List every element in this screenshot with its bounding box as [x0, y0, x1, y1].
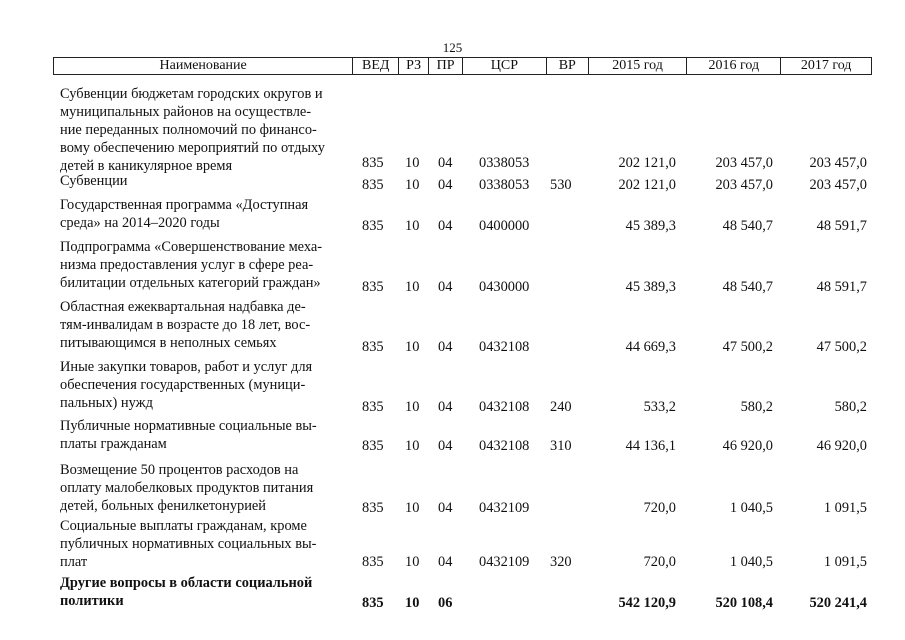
table-body — [0, 85, 905, 612]
row-ved: 835 — [362, 339, 384, 355]
row-ved: 835 — [362, 177, 384, 193]
row-ved: 835 — [362, 438, 384, 454]
row-2016: 580,2 — [740, 399, 773, 415]
table-row — [0, 172, 905, 194]
row-2015: 45 389,3 — [625, 218, 676, 234]
header-2015: 2015 год — [589, 58, 688, 74]
table-header — [53, 57, 872, 75]
row-ved: 835 — [362, 554, 384, 570]
header-csr: ЦСР — [463, 58, 547, 74]
row-rz: 10 — [405, 279, 420, 295]
row-rz: 10 — [405, 554, 420, 570]
table-row-section-total — [0, 574, 905, 612]
row-vr: 240 — [550, 399, 572, 415]
row-csr: 0338053 — [479, 177, 530, 193]
row-2017: 580,2 — [834, 399, 867, 415]
row-csr: 0400000 — [479, 218, 530, 234]
row-2017: 203 457,0 — [809, 177, 867, 193]
row-name: Субвенции бюджетам городских округов и муниципальных районов на осуществле- ние переданных полномочий по финансо- вому обеспечению мероприятий по отдыху детей в каникулярное время — [60, 86, 325, 174]
row-2017: 47 500,2 — [816, 339, 867, 355]
row-vr: 310 — [550, 438, 572, 454]
row-2015: 542 120,9 — [618, 595, 676, 611]
row-2015: 44 136,1 — [625, 438, 676, 454]
row-2017: 48 591,7 — [816, 218, 867, 234]
row-ved: 835 — [362, 399, 384, 415]
row-name: Областная ежеквартальная надбавка де- тям-инвалидам в возрасте до 18 лет, вос- питывающимся в неполных семьях — [60, 299, 311, 351]
row-2016: 203 457,0 — [715, 155, 773, 171]
row-ved: 835 — [362, 155, 384, 171]
row-rz: 10 — [405, 438, 420, 454]
row-csr: 0432109 — [479, 554, 530, 570]
row-csr: 0338053 — [479, 155, 530, 171]
row-name: Социальные выплаты гражданам, кроме публичных нормативных социальных вы- плат — [60, 518, 317, 570]
row-2015: 720,0 — [643, 554, 676, 570]
table-row — [0, 238, 905, 296]
row-2017: 1 091,5 — [823, 554, 867, 570]
row-ved: 835 — [362, 500, 384, 516]
row-2016: 47 500,2 — [722, 339, 773, 355]
row-name: Подпрограмма «Совершенствование меха- низма предоставления услуг в сфере реа- билитации отдельных категорий граждан» — [60, 239, 323, 291]
row-2016: 520 108,4 — [715, 595, 773, 611]
table-row — [0, 517, 905, 571]
row-name: Публичные нормативные социальные вы- платы гражданам — [60, 418, 317, 452]
header-2016: 2016 год — [687, 58, 781, 74]
row-csr: 0432108 — [479, 399, 530, 415]
row-2016: 46 920,0 — [722, 438, 773, 454]
row-csr: 0430000 — [479, 279, 530, 295]
row-rz: 10 — [405, 339, 420, 355]
row-pr: 04 — [438, 279, 453, 295]
row-2017: 520 241,4 — [809, 595, 867, 611]
row-2017: 48 591,7 — [816, 279, 867, 295]
row-ved: 835 — [362, 595, 384, 611]
table-row — [0, 461, 905, 517]
row-ved: 835 — [362, 279, 384, 295]
row-pr: 04 — [438, 438, 453, 454]
table-row — [0, 85, 905, 172]
table-row — [0, 196, 905, 235]
row-rz: 10 — [405, 595, 420, 611]
table-row — [0, 298, 905, 356]
header-ved: ВЕД — [353, 58, 399, 74]
row-pr: 04 — [438, 155, 453, 171]
table-row — [0, 417, 905, 455]
row-2017: 46 920,0 — [816, 438, 867, 454]
row-csr: 0432108 — [479, 438, 530, 454]
row-name: Возмещение 50 процентов расходов на оплату малобелковых продуктов питания детей, больных фенилкетонурией — [60, 462, 314, 514]
header-name: Наименование — [54, 58, 353, 74]
row-2017: 1 091,5 — [823, 500, 867, 516]
row-pr: 04 — [438, 339, 453, 355]
row-2015: 45 389,3 — [625, 279, 676, 295]
header-pr: ПР — [429, 58, 463, 74]
row-vr: 320 — [550, 554, 572, 570]
row-pr: 06 — [438, 595, 453, 611]
row-name: Иные закупки товаров, работ и услуг для обеспечения государственных (муници- пальных) нужд — [60, 359, 313, 411]
page-number: 125 — [442, 40, 463, 55]
row-name: Субвенции — [60, 173, 128, 189]
row-name: Государственная программа «Доступная среда» на 2014–2020 годы — [60, 197, 309, 231]
row-2015: 533,2 — [643, 399, 676, 415]
row-pr: 04 — [438, 554, 453, 570]
row-ved: 835 — [362, 218, 384, 234]
row-2015: 44 669,3 — [625, 339, 676, 355]
row-rz: 10 — [405, 155, 420, 171]
row-2016: 203 457,0 — [715, 177, 773, 193]
header-rz: РЗ — [399, 58, 429, 74]
table-row — [0, 358, 905, 416]
row-2015: 720,0 — [643, 500, 676, 516]
row-rz: 10 — [405, 218, 420, 234]
row-2015: 202 121,0 — [618, 155, 676, 171]
row-name: Другие вопросы в области социальной политики — [60, 575, 313, 609]
row-2016: 1 040,5 — [729, 500, 773, 516]
row-rz: 10 — [405, 399, 420, 415]
row-pr: 04 — [438, 500, 453, 516]
row-vr: 530 — [550, 177, 572, 193]
row-pr: 04 — [438, 399, 453, 415]
row-2015: 202 121,0 — [618, 177, 676, 193]
row-2016: 48 540,7 — [722, 218, 773, 234]
row-pr: 04 — [438, 177, 453, 193]
row-rz: 10 — [405, 500, 420, 516]
row-csr: 0432109 — [479, 500, 530, 516]
row-rz: 10 — [405, 177, 420, 193]
header-vr: ВР — [547, 58, 589, 74]
row-2017: 203 457,0 — [809, 155, 867, 171]
row-2016: 48 540,7 — [722, 279, 773, 295]
row-pr: 04 — [438, 218, 453, 234]
header-2017: 2017 год — [800, 58, 852, 73]
row-csr: 0432108 — [479, 339, 530, 355]
row-2016: 1 040,5 — [729, 554, 773, 570]
